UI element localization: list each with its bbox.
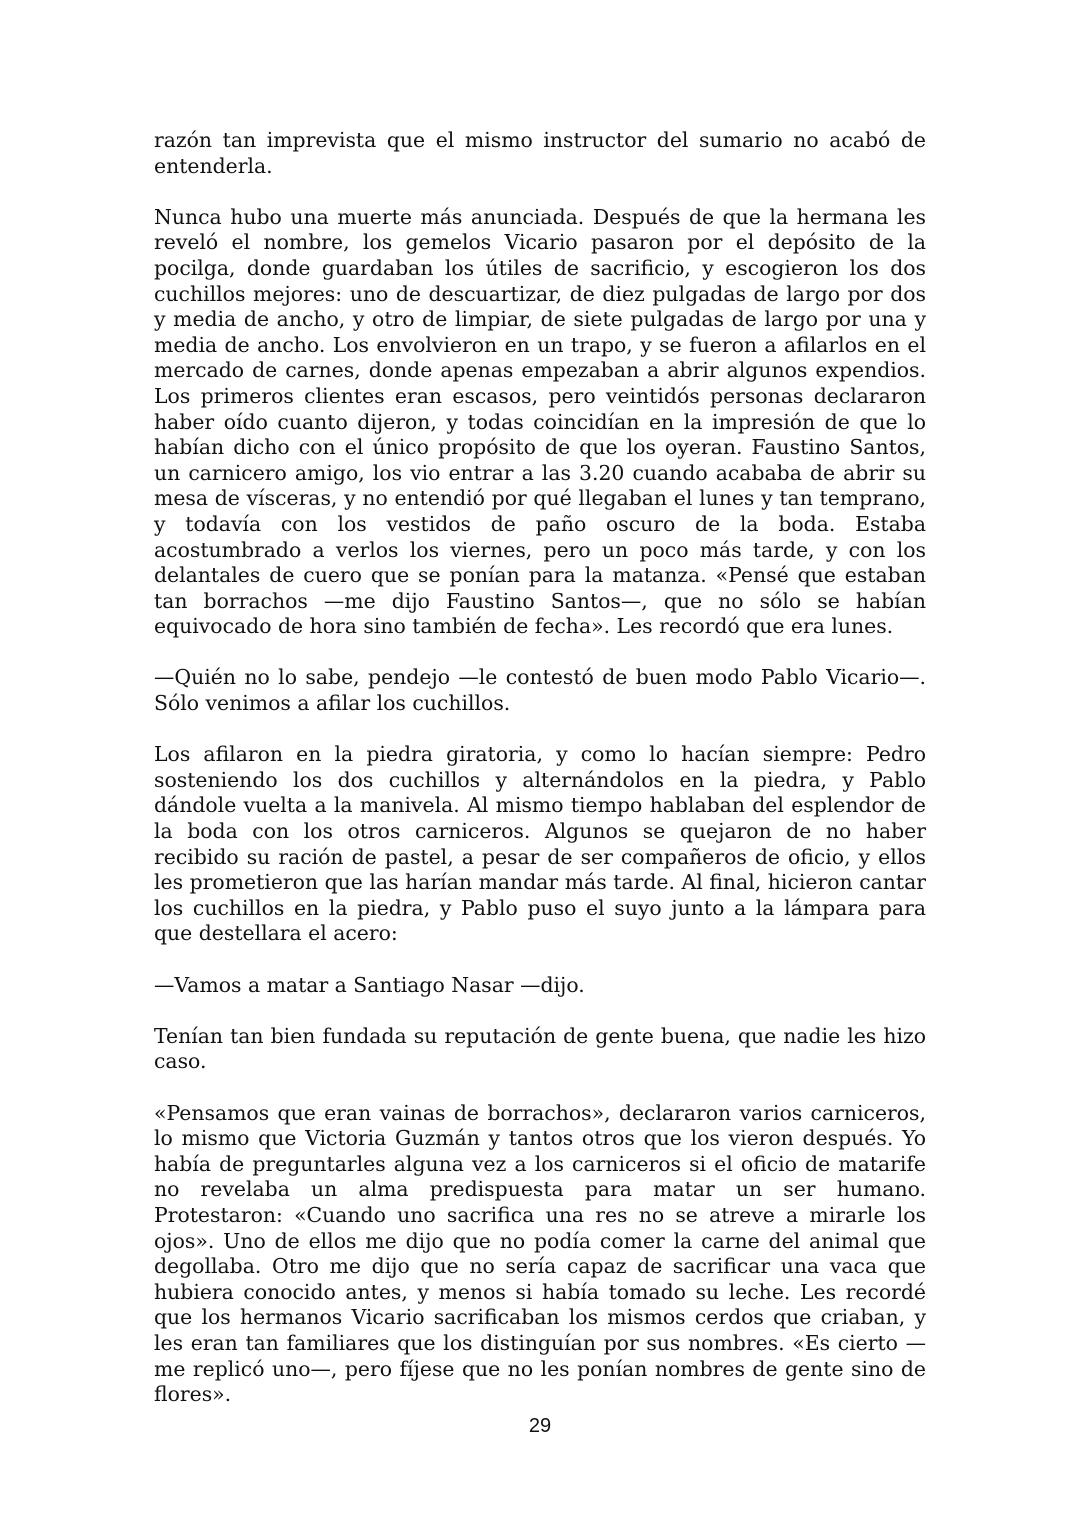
- paragraph-4: Los afilaron en la piedra giratoria, y como lo hacían siempre: Pedro sosteniendo los dos cuchillos y alternándolos en la piedra, y Pablo dándole vuelta a la manivela. Al mismo tiempo hablaban del esplendor de la boda con los otros carniceros. Algunos se quejaron de no haber recibido su ración de pastel, a pesar de ser compañeros de oficio, y ellos les prometieron que las harían mandar más tarde. Al final, hicieron cantar los cuchillos en la piedra, y Pablo puso el suyo junto a la lámpara para que destellara el acero:: [154, 742, 926, 946]
- paragraph-5: —Vamos a matar a Santiago Nasar —dijo.: [154, 972, 585, 997]
- paragraph-3: —Quién no lo sabe, pendejo —le contestó de buen modo Pablo Vicario—. Sólo venimos a afilar los cuchillos.: [154, 665, 926, 716]
- paragraph-6: Tenían tan bien fundada su reputación de gente buena, que nadie les hizo caso.: [154, 1023, 926, 1074]
- paragraph-7: «Pensamos que eran vainas de borrachos», declararon varios carniceros, lo mismo que Victoria Guzmán y tantos otros que los vieron después. Yo había de preguntarles alguna vez a los carniceros si el oficio de matarife no revelaba un alma predispuesta para matar un ser humano. Protestaron: «Cuando uno sacrifica una res no se atreve a mirarle los ojos». Uno de ellos me dijo que no podía comer la carne del animal que degollaba. Otro me dijo que no sería capaz de sacrificar una vaca que hubiera conocido antes, y menos si había tomado su leche. Les recordé que los hermanos Vicario sacrificaban los mismos cerdos que criaban, y les eran tan familiares que los distinguían por sus nombres. «Es cierto —me replicó uno—, pero fíjese que no les ponían nombres de gente sino de flores».: [154, 1100, 926, 1407]
- page-body: [154, 128, 926, 1433]
- page-number: 29: [528, 1415, 552, 1437]
- paragraph-1: razón tan imprevista que el mismo instructor del sumario no acabó de entenderla.: [154, 128, 926, 178]
- paragraph-2: Nunca hubo una muerte más anunciada. Después de que la hermana les reveló el nombre, los gemelos Vicario pasaron por el depósito de la pocilga, donde guardaban los útiles de sacrificio, y escogieron los dos cuchillos mejores: uno de descuartizar, de diez pulgadas de largo por dos y media de ancho, y otro de limpiar, de siete pulgadas de largo por una y media de ancho. Los envolvieron en un trapo, y se fueron a afilarlos en el mercado de carnes, donde apenas empezaban a abrir algunos expendios. Los primeros clientes eran escasos, pero veintidós personas declararon haber oído cuanto dijeron, y todas coincidían en la impresión de que lo habían dicho con el único propósito de que los oyeran. Faustino Santos, un carnicero amigo, los vio entrar a las 3.20 cuando acababa de abrir su mesa de vísceras, y no entendió por qué llegaban el lunes y tan temprano, y todavía con los vestidos de paño oscuro de la boda. Estaba acostumbrado a verlos los viernes, pero un poco más tarde, y con los delantales de cuero que se ponían para la matanza. «Pensé que estaban tan borrachos —me dijo Faustino Santos—, que no sólo se habían equivocado de hora sino también de fecha». Les recordó que era lunes.: [154, 204, 926, 639]
